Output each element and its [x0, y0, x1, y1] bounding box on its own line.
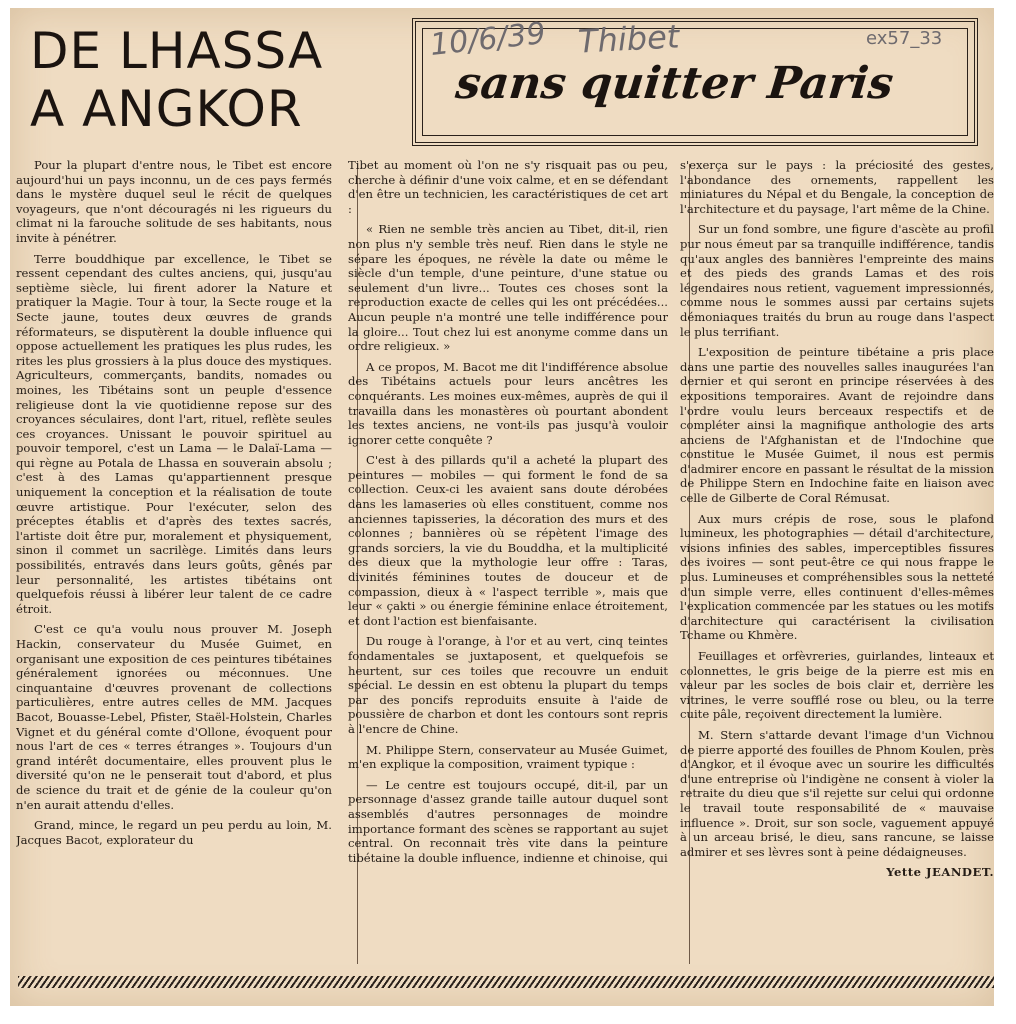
handwritten-date: 10/6/39: [428, 16, 548, 63]
article-body: [16, 158, 996, 968]
paragraph: C'est à des pillards qu'il a acheté la plupart des peintures — mobiles — qui forment le fond de sa collection. Ceux-ci les avaient sans doute dérobées dans les lamaseries où elles constituent, comme nos anciennes tapisseries, la décoration des murs et des colonnes ; bannières où se répètent l'image des grands sorciers, la vie du Bouddha, et la multiplicité des dieux que la mythologie leur offre : Taras, divinités féminines toutes de douceur et de compassion, dieux à « l'aspect terrible », mais que leur « çakti » ou énergie féminine enlace étroitement, et dont l'action est bienfaisante.: [348, 453, 668, 628]
paragraph: Tibet au moment où l'on ne s'y risquait pas ou peu, cherche à définir d'une voix calme, et en se défendant d'en être un technicien, les caractéristiques de cet art :: [348, 158, 668, 216]
subtitle: sans quitter Paris: [453, 58, 896, 109]
handwritten-place: Thibet: [577, 17, 681, 61]
paragraph: s'exerça sur le pays : la préciosité des gestes, l'abondance des ornements, rappellent les miniatures du Népal et du Bengale, la conception de l'architecture et du paysage, l'art même de la Chine.: [680, 158, 994, 216]
paragraph: L'exposition de peinture tibétaine a pris place dans une partie des nouvelles salles inaugurées l'an dernier et qui seront en principe réservées à des expositions temporaires. Avant de rejoindre dans l'ordre voulu leurs berceaux respectifs et de compléter ainsi la magnifique anthologie des arts anciens de l'Afghanistan et de l'Indochine que constitue le Musée Guimet, il nous est permis d'admirer encore en passant le résultat de la mission de Philippe Stern en Indochine faite en liaison avec celle de Gilberte de Coral Rémusat.: [680, 345, 994, 506]
headline: [30, 22, 323, 138]
paragraph: — Le centre est toujours occupé, dit-il, par un personnage d'assez grande taille autour duquel sont assemblés d'autres personnages de moindre importance formant des scènes se rapportant au sujet central. On reconnait très vite dans la peinture tibétaine la double influence, indienne et chinoise, qui: [348, 777, 668, 865]
paragraph: M. Philippe Stern, conservateur au Musée Guimet, m'en explique la composition, vraiment typique :: [348, 742, 668, 772]
paragraph: A ce propos, M. Bacot me dit l'indifférence absolue des Tibétains actuels pour leurs ancêtres les conquérants. Les moines eux-mêmes, auprès de qui il travailla dans les monastères où pourtant abondent les textes anciens, ne vont-ils pas jusqu'à vouloir ignorer cette conquête ?: [348, 359, 668, 447]
paragraph: Terre bouddhique par excellence, le Tibet se ressent cependant des cultes anciens, qui, jusqu'au septième siècle, lui firent adorer la Nature et pratiquer la Magie. Tour à tour, la Secte rouge et la Secte jaune, toutes deux œuvres de grands réformateurs, se disputèrent la double influence qui oppose actuellement les pratiques les plus rudes, les rites les plus grossiers à la plus douce des mystiques. Agriculteurs, commerçants, bandits, nomades ou moines, les Tibétains sont un peuple d'essence religieuse dont la vie quotidienne repose sur des croyances séculaires, dont l'art, rituel, reflète seules ces croyances. Unissant le pouvoir spirituel au pouvoir temporel, c'est un Lama — le Dalaï-Lama — qui règne au Potala de Lhassa en souverain absolu ; c'est à des Lamas qu'appartiennent presque uniquement la conception et la réalisation de toute œuvre artistique. Pour l'exécuter, selon des préceptes établis et d'après des textes sacrés, l'artiste doit être pur, moralement et physiquement, sinon il commet un sacrilège. Limités dans leurs possibilités, entravés dans leurs goûts, gênés par leur personnalité, les artistes tibétains ont quelquefois réussi à libérer leur talent de ce cadre étroit.: [16, 251, 332, 616]
headline-line-2: A ANGKOR: [30, 80, 303, 138]
paragraph: Sur un fond sombre, une figure d'ascète au profil pur nous émeut par sa tranquille indifférence, tandis qu'aux angles des bannières l'empreinte des mains et des pieds des grands Lamas et des rois légendaires nous retient, vaguement impressionnés, comme nous le sommes aussi par certains sujets démoniaques traités du brun au rouge dans l'aspect le plus terrifiant.: [680, 222, 994, 339]
paragraph: M. Stern s'attarde devant l'image d'un Vichnou de pierre apporté des fouilles de Phnom Koulen, près d'Angkor, et il évoque avec un sourire les difficultés d'une entreprise où l'indigène ne consent à violer la retraite du dieu que s'il rejette sur celui qui ordonne le travail toute responsabilité de « mauvaise influence ». Droit, sur son socle, vaguement appuyé à un arceau brisé, le dieu, sans rancune, se laisse admirer et ses lèvres sont à peine dédaigneuses.: [680, 727, 994, 859]
hatched-rule: [18, 976, 994, 988]
column-2: [348, 158, 668, 968]
paragraph: Grand, mince, le regard un peu perdu au loin, M. Jacques Bacot, explorateur du: [16, 818, 332, 847]
column-3: [680, 158, 994, 968]
paragraph: « Rien ne semble très ancien au Tibet, dit-il, rien non plus n'y semble très neuf. Rien dans le style ne sépare les époques, ne révèle la date ou même le siècle d'un temple, d'une peinture, d'une statue ou seulement d'un livre... Toutes ces choses sont la reproduction exacte de celles qui les ont précédées... Aucun peuple n'a montré une telle indifférence pour la gloire... Tout chez lui est anonyme comme dans un ordre religieux. »: [348, 222, 668, 354]
paragraph: Du rouge à l'orange, à l'or et au vert, cinq teintes fondamentales se juxtaposent, et quelquefois se heurtent, sur ces toiles que recouvre un enduit spécial. Le dessin en est obtenu la plupart du temps par des poncifs reproduits ensuite à l'aide de poussière de charbon et dont les contours sont repris à l'encre de Chine.: [348, 634, 668, 736]
author-signature: Yette JEANDET.: [886, 865, 994, 880]
paragraph: Pour la plupart d'entre nous, le Tibet est encore aujourd'hui un pays inconnu, un de ces pays fermés dans le mystère duquel seul le récit de quelques voyageurs, que n'ont découragés ni les rigueurs du climat ni la farouche solitude de ses habitants, nous invite à pénétrer.: [16, 158, 332, 245]
paragraph: Aux murs crépis de rose, sous le plafond lumineux, les photographies — détail d'architecture, visions infinies des sables, imperceptibles fissures des ivoires — sont peut-être ce qui nous frappe le plus. Lumineuses et compréhensibles sous la netteté d'un simple verre, elles continuent d'elles-mêmes l'explication commencée par les statues ou les motifs d'architecture qui caractérisent la civilisation Tchame ou Khmère.: [680, 511, 994, 643]
column-1: [16, 158, 332, 968]
handwritten-reference: ex57_33: [866, 28, 943, 49]
paragraph: C'est ce qu'a voulu nous prouver M. Joseph Hackin, conservateur du Musée Guimet, en organisant une exposition de ces peintures tibétaines généralement ignorées ou méconnues. Une cinquantaine d'œuvres provenant de collections particulières, entre autres celles de MM. Jacques Bacot, Bouasse-Lebel, Pfister, Staël-Holstein, Charles Vignet et du général comte d'Ollone, évoquent pour nous l'art de ces « terres étranges ». Toujours d'un grand intérêt documentaire, elles prouvent plus le diversité qu'on ne le penserait tout d'abord, et plus de science du trait et de génie de la couleur qu'on n'en aurait attendu d'elles.: [16, 622, 332, 812]
headline-line-1: DE LHASSA: [30, 22, 324, 80]
paragraph: Feuillages et orfèvreries, guirlandes, linteaux et colonnettes, le gris beige de la pierre est mis en valeur par les socles de bois clair et, derrière les vitrines, le verre soufflé rose ou bleu, ou la terre cuite pâle, reçoivent directement la lumière.: [680, 649, 994, 722]
